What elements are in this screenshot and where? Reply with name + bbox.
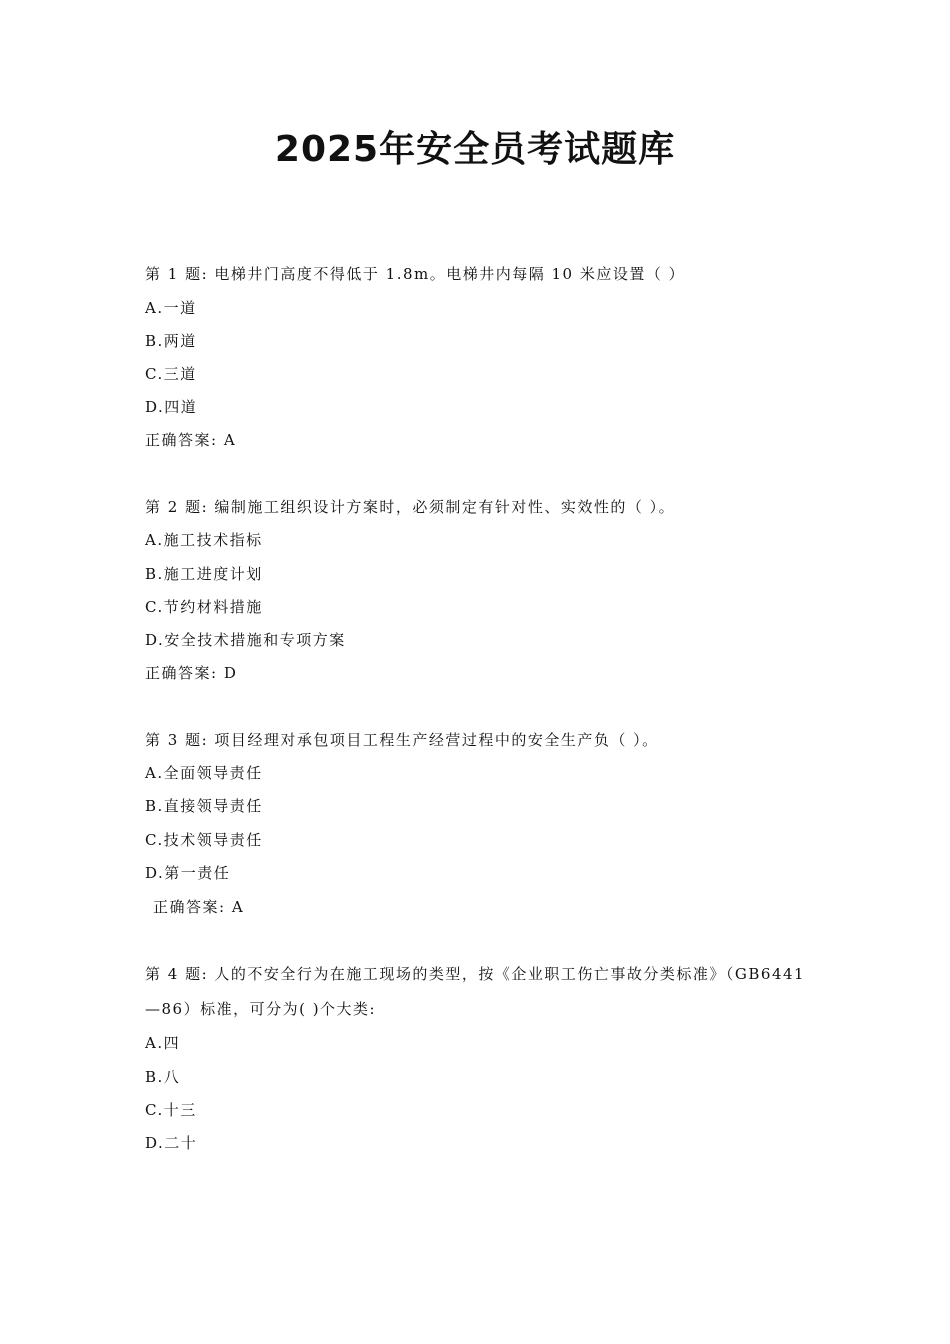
question-1-answer: 正确答案: A — [145, 431, 237, 449]
question-3-option-a: A.全面领导责任 — [145, 764, 263, 782]
question-4-option-c: C.十三 — [145, 1101, 197, 1119]
question-3-option-c: C.技术领导责任 — [145, 831, 263, 849]
question-4-stem: 第 4 题: 人的不安全行为在施工现场的类型，按《企业职工伤亡事故分类标准》（GB6441 — [145, 965, 806, 983]
question-4-stem-continued: —86）标准，可分为( )个大类: — [145, 1000, 377, 1018]
question-4-option-a: A.四 — [145, 1034, 181, 1052]
question-1-option-a: A.一道 — [145, 299, 197, 317]
question-1-option-b: B.两道 — [145, 332, 197, 350]
question-4-option-b: B.八 — [145, 1068, 181, 1086]
question-3-stem: 第 3 题: 项目经理对承包项目工程生产经营过程中的安全生产负（ ）。 — [145, 731, 659, 749]
question-2-option-d: D.安全技术措施和专项方案 — [145, 631, 346, 649]
question-2-option-a: A.施工技术指标 — [145, 531, 263, 549]
question-3-answer: 正确答案: A — [153, 898, 245, 916]
document-title: 2025年安全员考试题库 — [274, 129, 676, 170]
question-3-option-b: B.直接领导责任 — [145, 797, 263, 815]
question-2-stem: 第 2 题: 编制施工组织设计方案时，必须制定有针对性、实效性的（ ）。 — [145, 498, 676, 516]
question-1-stem: 第 1 题: 电梯井门高度不得低于 1.8m。电梯井内每隔 10 米应设置（ ） — [145, 265, 686, 283]
question-1-option-c: C.三道 — [145, 365, 197, 383]
question-1-option-d: D.四道 — [145, 398, 198, 416]
question-2-option-b: B.施工进度计划 — [145, 565, 263, 583]
question-3-option-d: D.第一责任 — [145, 864, 231, 882]
question-2-option-c: C.节约材料措施 — [145, 598, 263, 616]
question-4-option-d: D.二十 — [145, 1134, 198, 1152]
question-2-answer: 正确答案: D — [145, 664, 238, 682]
